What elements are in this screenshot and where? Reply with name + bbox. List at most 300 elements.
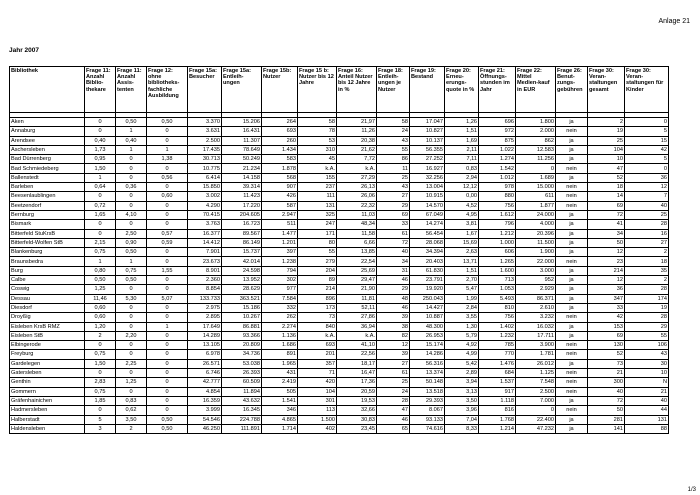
table-cell: 8.901: [188, 266, 222, 275]
library-name-cell: Bad Schmiedeberg: [10, 164, 85, 173]
table-cell: 1.022: [479, 145, 516, 154]
table-cell: 3,50: [445, 396, 479, 405]
table-cell: 0,50: [116, 118, 147, 127]
table-cell: 111: [298, 192, 337, 201]
table-cell: 17.649: [188, 322, 222, 331]
column-header: Frage 22: Mittel Medien-kauf in EUR: [516, 67, 556, 113]
table-cell: 0,40: [85, 136, 116, 145]
table-cell: 18: [588, 183, 625, 192]
library-name-cell: Gommern: [10, 387, 85, 396]
table-cell: 86.149: [222, 238, 262, 247]
table-cell: 0,90: [116, 238, 147, 247]
table-cell: 89.567: [222, 229, 262, 238]
column-header: Frage 21: Öffnungs-stunden im Jahr: [479, 67, 516, 113]
table-cell: 346: [262, 406, 298, 415]
table-cell: 1,85: [85, 396, 116, 405]
table-cell: 40: [625, 396, 669, 405]
table-cell: 11.256: [516, 155, 556, 164]
library-name-cell: Calbe: [10, 276, 85, 285]
table-cell: 907: [262, 183, 298, 192]
table-row: [10, 341, 669, 350]
table-cell: ja: [556, 322, 588, 331]
table-cell: 2,25: [116, 359, 147, 368]
table-cell: 511: [262, 220, 298, 229]
table-cell: 17,36: [337, 378, 377, 387]
column-header: Frage 11: Anzahl Assis-tenten: [116, 67, 147, 113]
table-cell: 1.477: [262, 229, 298, 238]
table-cell: 48: [377, 294, 410, 303]
table-cell: 0: [85, 192, 116, 201]
table-cell: 0,56: [147, 173, 188, 182]
table-cell: 204: [298, 266, 337, 275]
table-cell: 33: [588, 303, 625, 312]
table-cell: 11.307: [222, 136, 262, 145]
table-cell: 201: [298, 350, 337, 359]
table-cell: 24.000: [516, 210, 556, 219]
table-cell: 0: [85, 341, 116, 350]
table-cell: 5,79: [445, 331, 479, 340]
table-cell: 38: [377, 322, 410, 331]
table-row: [10, 406, 669, 415]
table-cell: 862: [516, 136, 556, 145]
table-cell: 247: [298, 220, 337, 229]
table-cell: 17.220: [222, 201, 262, 210]
table-row: [10, 331, 669, 340]
table-cell: 1.012: [479, 173, 516, 182]
table-row: [10, 201, 669, 210]
table-cell: 2: [116, 424, 147, 433]
table-cell: 2,83: [85, 378, 116, 387]
table-cell: 5,07: [147, 294, 188, 303]
table-cell: ja: [556, 229, 588, 238]
table-cell: 505: [262, 387, 298, 396]
table-cell: 8.067: [410, 406, 445, 415]
table-cell: 15.174: [410, 341, 445, 350]
table-cell: 1.965: [262, 359, 298, 368]
table-cell: 24: [377, 127, 410, 136]
column-header: Frage 12: ohne bibliotheks-fachliche Ausbildung: [147, 67, 188, 113]
table-cell: nein: [556, 192, 588, 201]
library-name-cell: Dessau: [10, 294, 85, 303]
table-cell: 1.878: [262, 164, 298, 173]
table-cell: 20,38: [337, 136, 377, 145]
table-cell: nein: [556, 183, 588, 192]
table-cell: 12: [588, 248, 625, 257]
table-cell: 21: [588, 369, 625, 378]
library-name-cell: Eisleben KrsB RMZ: [10, 322, 85, 331]
table-cell: 74.616: [410, 424, 445, 433]
table-cell: 21.234: [222, 164, 262, 173]
table-cell: 42.777: [188, 378, 222, 387]
table-cell: 29: [625, 322, 669, 331]
table-cell: 1: [116, 127, 147, 136]
table-cell: 41: [588, 220, 625, 229]
table-cell: 13.105: [188, 341, 222, 350]
table-cell: 260: [262, 136, 298, 145]
table-cell: 816: [479, 406, 516, 415]
table-cell: 46: [377, 276, 410, 285]
table-cell: 15.186: [222, 303, 262, 312]
table-cell: 23,45: [337, 424, 377, 433]
table-row: [10, 164, 669, 173]
table-row: [10, 238, 669, 247]
table-cell: 15.737: [222, 248, 262, 257]
table-row: [10, 155, 669, 164]
table-cell: 2,89: [445, 369, 479, 378]
table-cell: ja: [556, 145, 588, 154]
table-cell: 224.788: [222, 415, 262, 424]
table-cell: 1,50: [85, 164, 116, 173]
table-cell: 840: [298, 322, 337, 331]
table-cell: 0: [147, 387, 188, 396]
table-cell: 3.000: [516, 266, 556, 275]
table-cell: 2,50: [116, 229, 147, 238]
table-row: [10, 210, 669, 219]
table-cell: 1.000: [479, 238, 516, 247]
table-row: [10, 350, 669, 359]
table-cell: 43: [377, 183, 410, 192]
table-cell: 1.125: [516, 369, 556, 378]
table-cell: 0: [147, 220, 188, 229]
table-cell: 1.434: [262, 145, 298, 154]
table-cell: 21: [625, 387, 669, 396]
table-row: [10, 294, 669, 303]
library-name-cell: Genthin: [10, 378, 85, 387]
table-cell: 41,10: [337, 341, 377, 350]
library-name-cell: Gardelegen: [10, 359, 85, 368]
table-cell: 6.978: [188, 350, 222, 359]
table-cell: 3,55: [445, 313, 479, 322]
table-cell: 33: [377, 220, 410, 229]
table-cell: 155: [298, 173, 337, 182]
table-cell: 56.316: [410, 359, 445, 368]
table-cell: 28: [625, 220, 669, 229]
table-cell: 279: [298, 257, 337, 266]
table-cell: 875: [479, 136, 516, 145]
table-cell: 52: [588, 173, 625, 182]
table-cell: 40: [377, 248, 410, 257]
table-cell: 2: [588, 118, 625, 127]
table-cell: 796: [479, 220, 516, 229]
table-cell: 2,94: [445, 173, 479, 182]
table-cell: 12,12: [445, 183, 479, 192]
table-cell: 1: [116, 257, 147, 266]
table-cell: 10: [625, 369, 669, 378]
table-cell: 756: [479, 201, 516, 210]
table-cell: 4,10: [116, 210, 147, 219]
table-cell: 696: [479, 118, 516, 127]
table-cell: 0: [147, 378, 188, 387]
table-cell: 10.915: [410, 192, 445, 201]
library-name-cell: Bismark: [10, 220, 85, 229]
table-cell: 12: [625, 183, 669, 192]
table-cell: nein: [556, 378, 588, 387]
table-cell: 34.736: [222, 350, 262, 359]
column-header: Frage 30: Veran-staltungen gesamt: [588, 67, 625, 113]
table-cell: 86.371: [516, 294, 556, 303]
library-name-cell: Diesdorf: [10, 303, 85, 312]
library-name-cell: Elbingerode: [10, 341, 85, 350]
column-header: Frage 15a: Besucher: [188, 67, 222, 113]
table-cell: 1.136: [262, 331, 298, 340]
table-cell: nein: [556, 257, 588, 266]
table-cell: 7.901: [188, 248, 222, 257]
table-cell: 1.541: [262, 396, 298, 405]
table-cell: 25: [377, 173, 410, 182]
table-header-row: [10, 67, 669, 113]
table-cell: 3.999: [188, 406, 222, 415]
table-cell: 70.415: [188, 210, 222, 219]
table-cell: 2.419: [262, 378, 298, 387]
table-cell: 89: [298, 276, 337, 285]
table-cell: 29.393: [410, 396, 445, 405]
library-name-cell: Haldensleben: [10, 424, 85, 433]
table-cell: 104: [298, 387, 337, 396]
table-cell: 0,36: [116, 183, 147, 192]
library-name-cell: Droyßig: [10, 313, 85, 322]
table-cell: 1.714: [262, 424, 298, 433]
table-cell: 61.830: [410, 266, 445, 275]
table-cell: 0,50: [116, 276, 147, 285]
annex-label: Anlage 21: [658, 18, 690, 25]
table-cell: 0: [147, 341, 188, 350]
table-cell: 16.345: [222, 406, 262, 415]
table-cell: 28: [625, 285, 669, 294]
table-cell: 20.403: [410, 257, 445, 266]
table-cell: 363.521: [222, 294, 262, 303]
table-cell: 693: [298, 341, 337, 350]
table-cell: 5: [625, 155, 669, 164]
table-cell: k.A.: [298, 164, 337, 173]
table-cell: 0: [85, 220, 116, 229]
table-cell: 2.929: [516, 285, 556, 294]
library-name-cell: Gatersleben: [10, 369, 85, 378]
table-cell: 2,20: [116, 331, 147, 340]
table-cell: 27,29: [337, 173, 377, 182]
table-cell: 26,06: [337, 192, 377, 201]
table-cell: 20.809: [222, 341, 262, 350]
table-cell: 0,57: [147, 229, 188, 238]
table-cell: 4.290: [188, 201, 222, 210]
table-cell: 5,30: [116, 294, 147, 303]
table-cell: 0,60: [147, 192, 188, 201]
table-cell: 72: [588, 396, 625, 405]
table-cell: 130: [588, 341, 625, 350]
table-cell: 1: [85, 173, 116, 182]
table-cell: 0,75: [85, 350, 116, 359]
table-row: [10, 257, 669, 266]
table-row: [10, 266, 669, 275]
table-cell: 0: [116, 369, 147, 378]
table-cell: 0: [116, 201, 147, 210]
table-cell: 281: [588, 415, 625, 424]
table-cell: 14.274: [410, 220, 445, 229]
table-cell: 2.000: [516, 127, 556, 136]
table-cell: 0: [147, 396, 188, 405]
table-cell: 44: [625, 406, 669, 415]
table-cell: 204.605: [222, 210, 262, 219]
table-cell: 47: [588, 164, 625, 173]
column-header: Frage 20: Erneu-erungs-quote in %: [445, 67, 479, 113]
table-cell: 2: [625, 248, 669, 257]
table-cell: 39.314: [222, 183, 262, 192]
table-cell: 12: [588, 276, 625, 285]
table-cell: 1.232: [479, 331, 516, 340]
table-cell: ja: [556, 210, 588, 219]
table-cell: 28: [625, 313, 669, 322]
table-cell: 7: [625, 192, 669, 201]
table-cell: 58: [377, 118, 410, 127]
table-cell: 0: [85, 127, 116, 136]
table-cell: 25: [377, 378, 410, 387]
table-cell: 21,62: [337, 145, 377, 154]
table-cell: 2,11: [445, 145, 479, 154]
table-cell: 19: [625, 303, 669, 312]
table-cell: 347: [588, 294, 625, 303]
table-cell: 0,50: [147, 415, 188, 424]
table-cell: 1.542: [479, 164, 516, 173]
table-cell: 10.137: [410, 136, 445, 145]
table-cell: 2: [625, 276, 669, 285]
table-cell: 0: [116, 155, 147, 164]
table-cell: 0: [116, 173, 147, 182]
table-cell: 6.746: [188, 369, 222, 378]
table-row: [10, 276, 669, 285]
table-cell: 426: [262, 192, 298, 201]
table-cell: nein: [556, 369, 588, 378]
table-cell: 5,42: [445, 359, 479, 368]
table-cell: 0,59: [147, 238, 188, 247]
table-cell: 2.500: [516, 387, 556, 396]
table-cell: 131: [625, 415, 669, 424]
table-cell: ja: [556, 359, 588, 368]
table-cell: 1.500: [298, 415, 337, 424]
table-cell: 1,20: [85, 322, 116, 331]
table-cell: 93.133: [410, 415, 445, 424]
column-header: Frage 30: Veran-staltungen für Kinder: [625, 67, 669, 113]
table-row: [10, 359, 669, 368]
library-name-cell: Bad Dürrenberg: [10, 155, 85, 164]
table-cell: 7,11: [445, 155, 479, 164]
table-cell: 14.570: [410, 201, 445, 210]
table-cell: 26.953: [410, 331, 445, 340]
table-cell: 0,50: [116, 248, 147, 257]
table-cell: 32,66: [337, 406, 377, 415]
table-cell: 1,50: [85, 359, 116, 368]
table-cell: 0,50: [147, 118, 188, 127]
table-cell: 50: [588, 238, 625, 247]
table-cell: 3.900: [516, 341, 556, 350]
table-cell: 5.493: [479, 294, 516, 303]
table-cell: 40: [588, 387, 625, 396]
table-cell: ja: [556, 424, 588, 433]
table-cell: 22,56: [337, 350, 377, 359]
table-cell: 18,17: [337, 359, 377, 368]
table-cell: 611: [516, 192, 556, 201]
library-name-cell: Braunsbedra: [10, 257, 85, 266]
table-cell: 82: [377, 331, 410, 340]
table-cell: 10.267: [222, 313, 262, 322]
table-cell: 4,99: [445, 350, 479, 359]
table-cell: 1,26: [445, 118, 479, 127]
table-cell: 1,69: [445, 136, 479, 145]
table-cell: 22.000: [516, 257, 556, 266]
column-header: Frage 15b: Nutzer: [262, 67, 298, 113]
table-cell: 19.920: [410, 285, 445, 294]
table-cell: 10: [588, 155, 625, 164]
table-cell: 46.250: [188, 424, 222, 433]
table-cell: 11,58: [337, 229, 377, 238]
table-cell: 214: [298, 285, 337, 294]
table-cell: 29: [377, 285, 410, 294]
table-cell: 1.781: [516, 350, 556, 359]
table-cell: 684: [479, 369, 516, 378]
library-name-cell: Coswig: [10, 285, 85, 294]
table-cell: 891: [262, 350, 298, 359]
table-cell: 2: [85, 331, 116, 340]
table-cell: 65: [377, 424, 410, 433]
table-cell: 21,97: [337, 118, 377, 127]
table-cell: 34: [588, 229, 625, 238]
table-cell: 18: [625, 257, 669, 266]
table-cell: k.A.: [337, 164, 377, 173]
table-cell: 15.000: [516, 183, 556, 192]
table-cell: 27: [625, 238, 669, 247]
table-cell: 21,90: [337, 285, 377, 294]
table-cell: ja: [556, 238, 588, 247]
table-cell: 69: [588, 331, 625, 340]
table-cell: 104: [588, 145, 625, 154]
table-cell: 43: [377, 136, 410, 145]
table-cell: 43.632: [222, 396, 262, 405]
table-cell: 14: [588, 192, 625, 201]
table-cell: 3,50: [116, 415, 147, 424]
table-cell: 6,66: [337, 238, 377, 247]
table-cell: 0: [116, 220, 147, 229]
table-row: [10, 229, 669, 238]
table-cell: 22,32: [337, 201, 377, 210]
table-row: [10, 285, 669, 294]
table-cell: 16.927: [410, 164, 445, 173]
table-cell: 72: [588, 210, 625, 219]
table-cell: 35: [625, 266, 669, 275]
table-cell: 1,67: [445, 229, 479, 238]
table-cell: 36: [625, 173, 669, 182]
table-cell: 302: [262, 276, 298, 285]
table-cell: 20.396: [516, 229, 556, 238]
table-cell: 29,47: [337, 276, 377, 285]
table-cell: 917: [479, 387, 516, 396]
table-cell: 7.584: [262, 294, 298, 303]
table-cell: 39: [377, 313, 410, 322]
column-header: Frage 11: Anzahl Biblio-thekare: [85, 67, 116, 113]
table-cell: 978: [479, 183, 516, 192]
table-cell: 0: [116, 341, 147, 350]
table-cell: 27: [377, 359, 410, 368]
table-cell: 2.895: [188, 313, 222, 322]
table-cell: 1.600: [479, 266, 516, 275]
table-cell: 106: [625, 341, 669, 350]
table-cell: 36: [588, 285, 625, 294]
table-cell: 69: [377, 210, 410, 219]
table-cell: 0: [85, 406, 116, 415]
table-cell: 606: [479, 248, 516, 257]
table-cell: 15,69: [445, 238, 479, 247]
table-cell: 78.649: [222, 145, 262, 154]
table-cell: 10.887: [410, 313, 445, 322]
table-cell: 1.212: [479, 229, 516, 238]
table-cell: 0,50: [147, 424, 188, 433]
